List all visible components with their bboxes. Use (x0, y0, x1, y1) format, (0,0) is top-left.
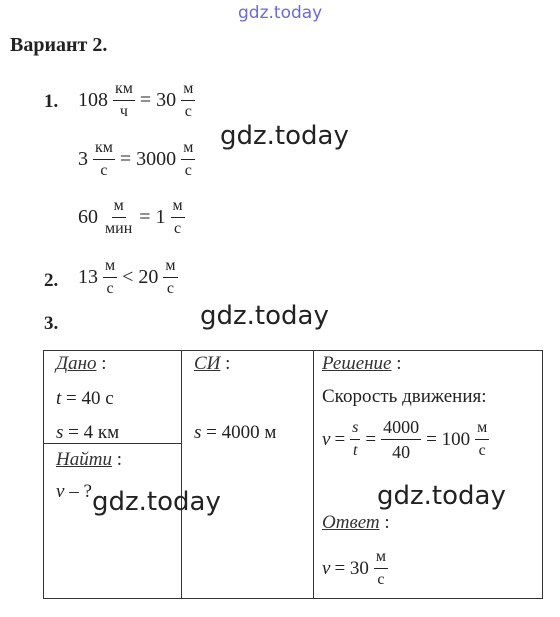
find-header: Найти : (56, 449, 122, 470)
fraction-m-s: $\frac{м}{с}$ (183, 80, 194, 120)
value: 13 (78, 266, 98, 288)
equals-value: = 30 (139, 89, 177, 111)
speed-formula: v = $\frac{s}{t}$ = $\frac{4000}{40}$ = 100 $\frac{м}{с}$ (322, 417, 488, 462)
speed-label: Скорость движения: (322, 386, 487, 407)
fraction-m-s: $\frac{м}{с}$ (477, 419, 488, 459)
fraction-s-t: $\frac{s}{t}$ (352, 419, 359, 459)
item-1-line-2 (78, 139, 200, 180)
answer-value: v = 30 $\frac{м}{с}$ (322, 548, 387, 588)
less-than-value: < 20 (122, 266, 159, 288)
item-3-number: 3. (44, 313, 59, 334)
value: 3 (78, 148, 88, 170)
given-distance: s = 4 км (56, 422, 120, 443)
fraction-m-min: $\frac{м}{\text{мин}}$ (105, 197, 133, 237)
fraction-m-s: $\frac{м}{с}$ (375, 548, 387, 588)
fraction-km-s: $\frac{км}{с}$ (95, 139, 113, 179)
fraction-m-s: $\frac{м}{с}$ (165, 257, 176, 297)
equals-value: = 1 (139, 206, 166, 228)
watermark: gdz.today (377, 481, 506, 511)
watermark: gdz.today (92, 487, 221, 517)
fraction-m-s: $\frac{м}{с}$ (183, 139, 194, 179)
answer-header: Ответ : (322, 512, 390, 533)
equals-value: = 3000 (119, 148, 177, 170)
given-header: Дано : (56, 353, 107, 374)
si-header: СИ : (194, 353, 231, 374)
find-speed: v – ? (56, 481, 92, 502)
variant-heading: Вариант 2. (10, 34, 108, 56)
fraction-m-s: $\frac{м}{с}$ (105, 257, 116, 297)
value: 60 (78, 206, 98, 228)
item-2-expression (78, 257, 183, 298)
watermark: gdz.today (200, 301, 329, 331)
item-1-line-1 (78, 80, 200, 121)
value: 108 (78, 89, 108, 111)
si-distance: s = 4000 м (194, 422, 277, 443)
item-1-number: 1. (44, 91, 59, 112)
given-time: t = 40 с (56, 388, 114, 409)
item-1-line-3 (78, 197, 190, 238)
solution-header: Решение : (322, 353, 402, 374)
fraction-km-h: $\frac{км}{ч}$ (115, 80, 133, 120)
fraction-4000-40: $\frac{4000}{40}$ (383, 417, 420, 462)
fraction-m-s: $\frac{м}{с}$ (172, 197, 183, 237)
watermark: gdz.today (220, 121, 349, 151)
item-2-number: 2. (44, 270, 59, 291)
watermark-top: gdz.today (238, 3, 323, 23)
